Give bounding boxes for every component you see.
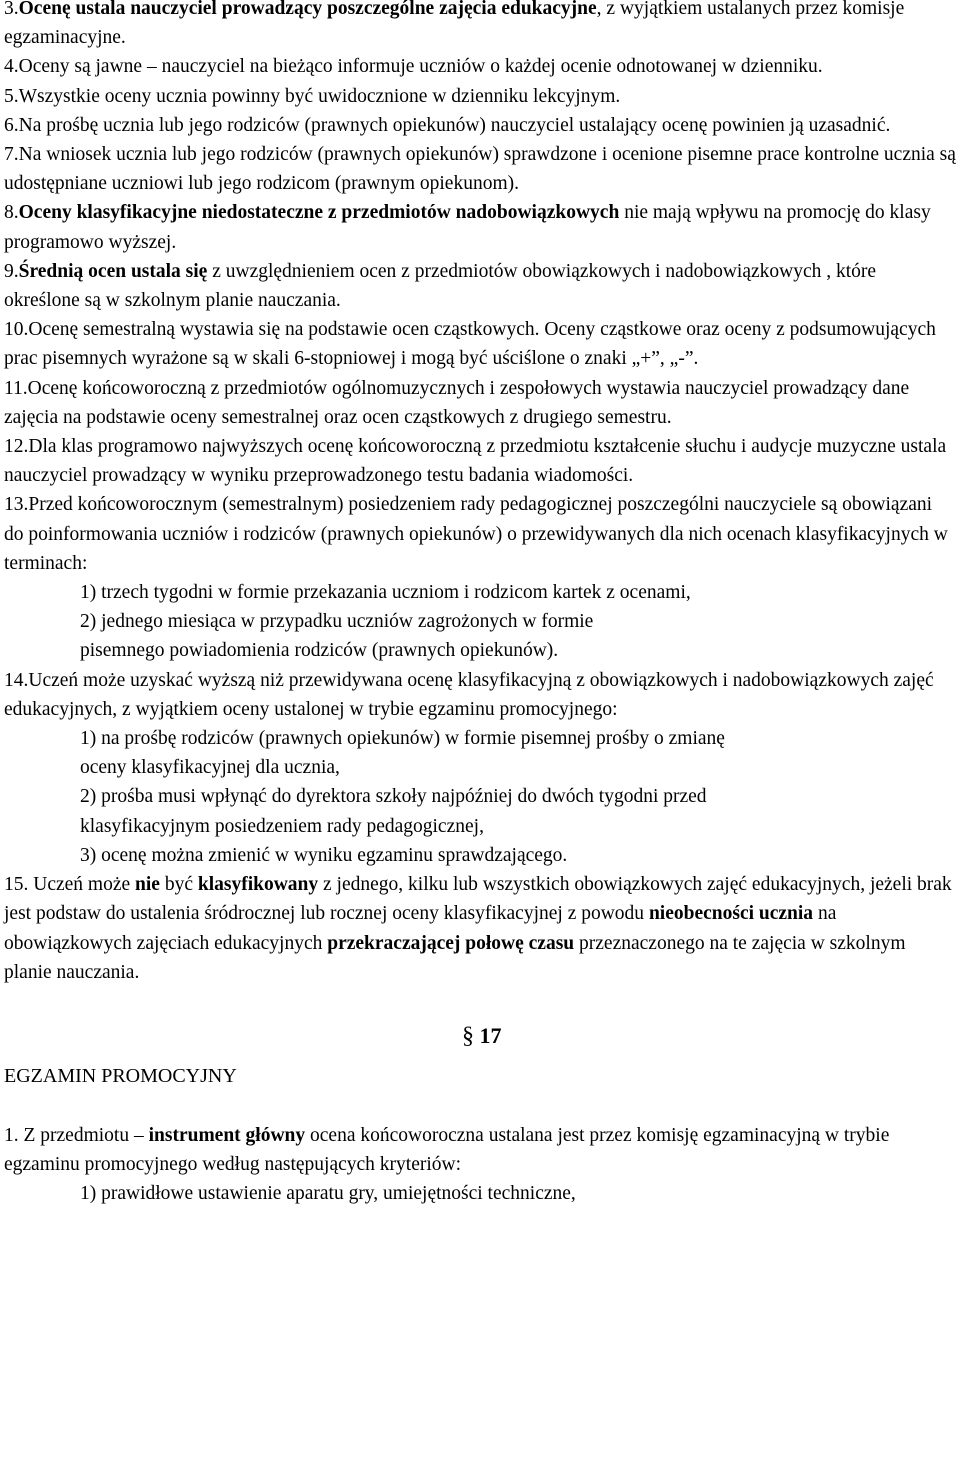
sub-item: 3) ocenę można zmienić w wyniku egzaminu sprawdzającego. [80, 844, 568, 866]
list-item-6: 6.Na prośbę ucznia lub jego rodziców (prawnych opiekunów) nauczyciel ustalający ocenę powinien ją uzasadnić. [4, 114, 891, 136]
list-item-5: 5.Wszystkie oceny ucznia powinny być uwidocznione w dzienniku lekcyjnym. [4, 85, 621, 107]
sub-item: 2) jednego miesiąca w przypadku uczniów zagrożonych w formie [80, 611, 594, 633]
s17-list-item-1: 1. Z przedmiotu – instrument główny ocena końcoworoczna ustalana jest przez komisję egzaminacyjną w trybie egzaminu promocyjnego według następujących kryteriów: [4, 1124, 890, 1176]
list-item-7: 7.Na wniosek ucznia lub jego rodziców (prawnych opiekunów) sprawdzone i ocenione pisemne prace kontrolne ucznia są udostępniane uczniowi lub jego rodzicom (prawnym opiekunom). [4, 144, 956, 195]
sub-item: 2) prośba musi wpłynąć do dyrektora szkoły najpóźniej do dwóch tygodni przed [80, 786, 707, 808]
list-item-15: 15. Uczeń może nie być klasyfikowany z jednego, kilku lub wszystkich obowiązkowych zajęć edukacyjnych, jeżeli brak jest podstaw do ustalenia śródrocznej lub rocznej oceny klasyfikacyjnej z powodu nieobecności ucznia na obowiązkowych zajęciach edukacyjnych przekraczającej połowę czasu przeznaczonego na te zajęcia w szkolnym planie nauczania. [4, 874, 952, 983]
sub-item: 1) na prośbę rodziców (prawnych opiekunów) w formie pisemnej prośby o zmianę [80, 728, 725, 750]
list-item-14: 14.Uczeń może uzyskać wyższą niż przewidywana ocenę klasyfikacyjną z obowiązkowych i nadobowiązkowych zajęć edukacyjnych, z wyjątkiem oceny ustalonej w trybie egzaminu promocyjnego: [4, 669, 934, 720]
list-item-11: 11.Ocenę końcoworoczną z przedmiotów ogólnomuzycznych i zespołowych wystawia nauczyciel prowadzący dane zajęcia na podstawie oceny semestralnej oraz ocen cząstkowych z drugiego semestru. [4, 377, 910, 428]
sub-item: 1) prawidłowe ustawienie aparatu gry, umiejętności techniczne, [80, 1183, 576, 1205]
section-title: EGZAMIN PROMOCYJNY [4, 1064, 237, 1087]
list-item-13: 13.Przed końcoworocznym (semestralnym) posiedzeniem rady pedagogicznej poszczególni nauczyciele są obowiązani do poinformowania uczniów i rodziców (prawnych opiekunów) o przewidywanych dla nich ocenach klasyfikacyjnych w terminach: [4, 494, 948, 574]
paragraph-number: § 17 [462, 1022, 502, 1049]
list-item-10: 10.Ocenę semestralną wystawia się na podstawie ocen cząstkowych. Oceny cząstkowe oraz oceny z podsumowujących prac pisemnych wyrażone są w skali 6-stopniowej i mogą być uściślone o znaki „+”, „-”. [4, 319, 936, 370]
sub-item: pisemnego powiadomienia rodziców (prawnych opiekunów). [80, 640, 559, 662]
list-item-3: 3.Ocenę ustala nauczyciel prowadzący poszczególne zajęcia edukacyjne, z wyjątkiem ustalanych przez komisje egzaminacyjne. [4, 0, 905, 49]
document-page [4, 0, 956, 1209]
section-header [4, 1015, 956, 1095]
list-item-9: 9.Średnią ocen ustala się z uwzględnieniem ocen z przedmiotów obowiązkowych i nadobowiązkowych , które określone są w szkolnym planie nauczania. [4, 260, 877, 312]
list-item-4: 4.Oceny są jawne – nauczyciel na bieżąco informuje uczniów o każdej ocenie odnotowanej w dzienniku. [4, 56, 823, 78]
sub-item: klasyfikacyjnym posiedzeniem rady pedagogicznej, [80, 815, 484, 837]
list-item-12: 12.Dla klas programowo najwyższych ocenę końcoworoczną z przedmiotu kształcenie słuchu i audycje muzyczne ustala nauczyciel prowadzący w wyniku przeprowadzonego testu badania wiadomości. [4, 436, 947, 487]
sub-item: oceny klasyfikacyjnej dla ucznia, [80, 757, 340, 779]
list-item-8: 8.Oceny klasyfikacyjne niedostateczne z przedmiotów nadobowiązkowych nie mają wpływu na promocję do klasy programowo wyższej. [4, 202, 931, 253]
sub-item: 1) trzech tygodni w formie przekazania uczniom i rodzicom kartek z ocenami, [80, 582, 691, 604]
